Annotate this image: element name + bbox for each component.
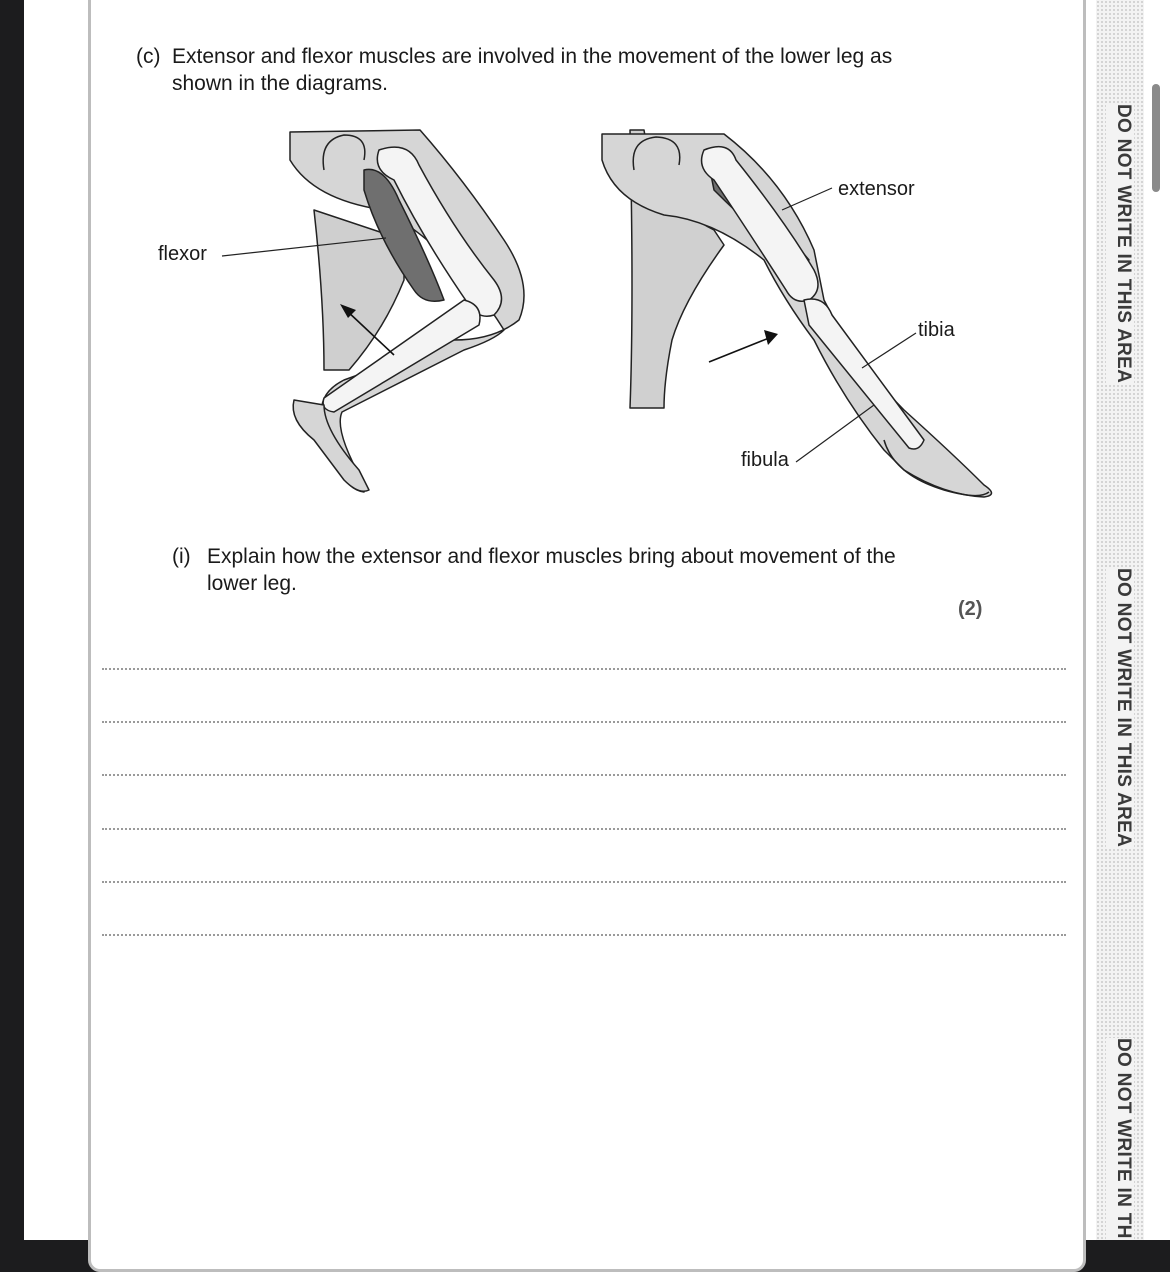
part-c-label: (c) (136, 45, 161, 68)
answer-line-2[interactable] (102, 721, 1066, 723)
tibia-leader-line (862, 333, 916, 368)
leg-diagrams (24, 0, 1170, 1240)
answer-line-4[interactable] (102, 828, 1066, 830)
margin-warning-top: DO NOT WRITE IN THIS AREA (1106, 104, 1134, 383)
extensor-label: extensor (838, 178, 915, 200)
flexor-label: flexor (158, 243, 207, 265)
left-leg-diagram (290, 130, 524, 492)
exam-page (24, 0, 1170, 1240)
part-c-text-line1: Extensor and flexor muscles are involved in the movement of the lower leg as (172, 45, 893, 68)
fibula-label: fibula (741, 449, 789, 471)
right-leg-diagram (602, 130, 992, 497)
marks-indicator: (2) (958, 598, 983, 620)
extensor-leader-line (782, 188, 832, 210)
answer-line-6[interactable] (102, 934, 1066, 936)
answer-line-3[interactable] (102, 774, 1066, 776)
margin-warning-middle: DO NOT WRITE IN THIS AREA (1106, 568, 1134, 847)
fibula-leader-line (796, 405, 874, 462)
margin-warning-bottom: DO NOT WRITE IN TH (1106, 1038, 1134, 1239)
right-tibia (804, 299, 924, 449)
scrollbar-thumb[interactable] (1152, 84, 1160, 192)
answer-line-5[interactable] (102, 881, 1066, 883)
right-arrow-head (764, 330, 778, 345)
right-arrow-line (709, 338, 769, 362)
tibia-label: tibia (918, 319, 955, 341)
answer-line-1[interactable] (102, 668, 1066, 670)
part-i-label: (i) (172, 545, 191, 568)
part-i-text-line2: lower leg. (207, 572, 297, 595)
part-i-text-line1: Explain how the extensor and flexor muscles bring about movement of the (207, 545, 896, 568)
part-c-text-line2: shown in the diagrams. (172, 72, 388, 95)
